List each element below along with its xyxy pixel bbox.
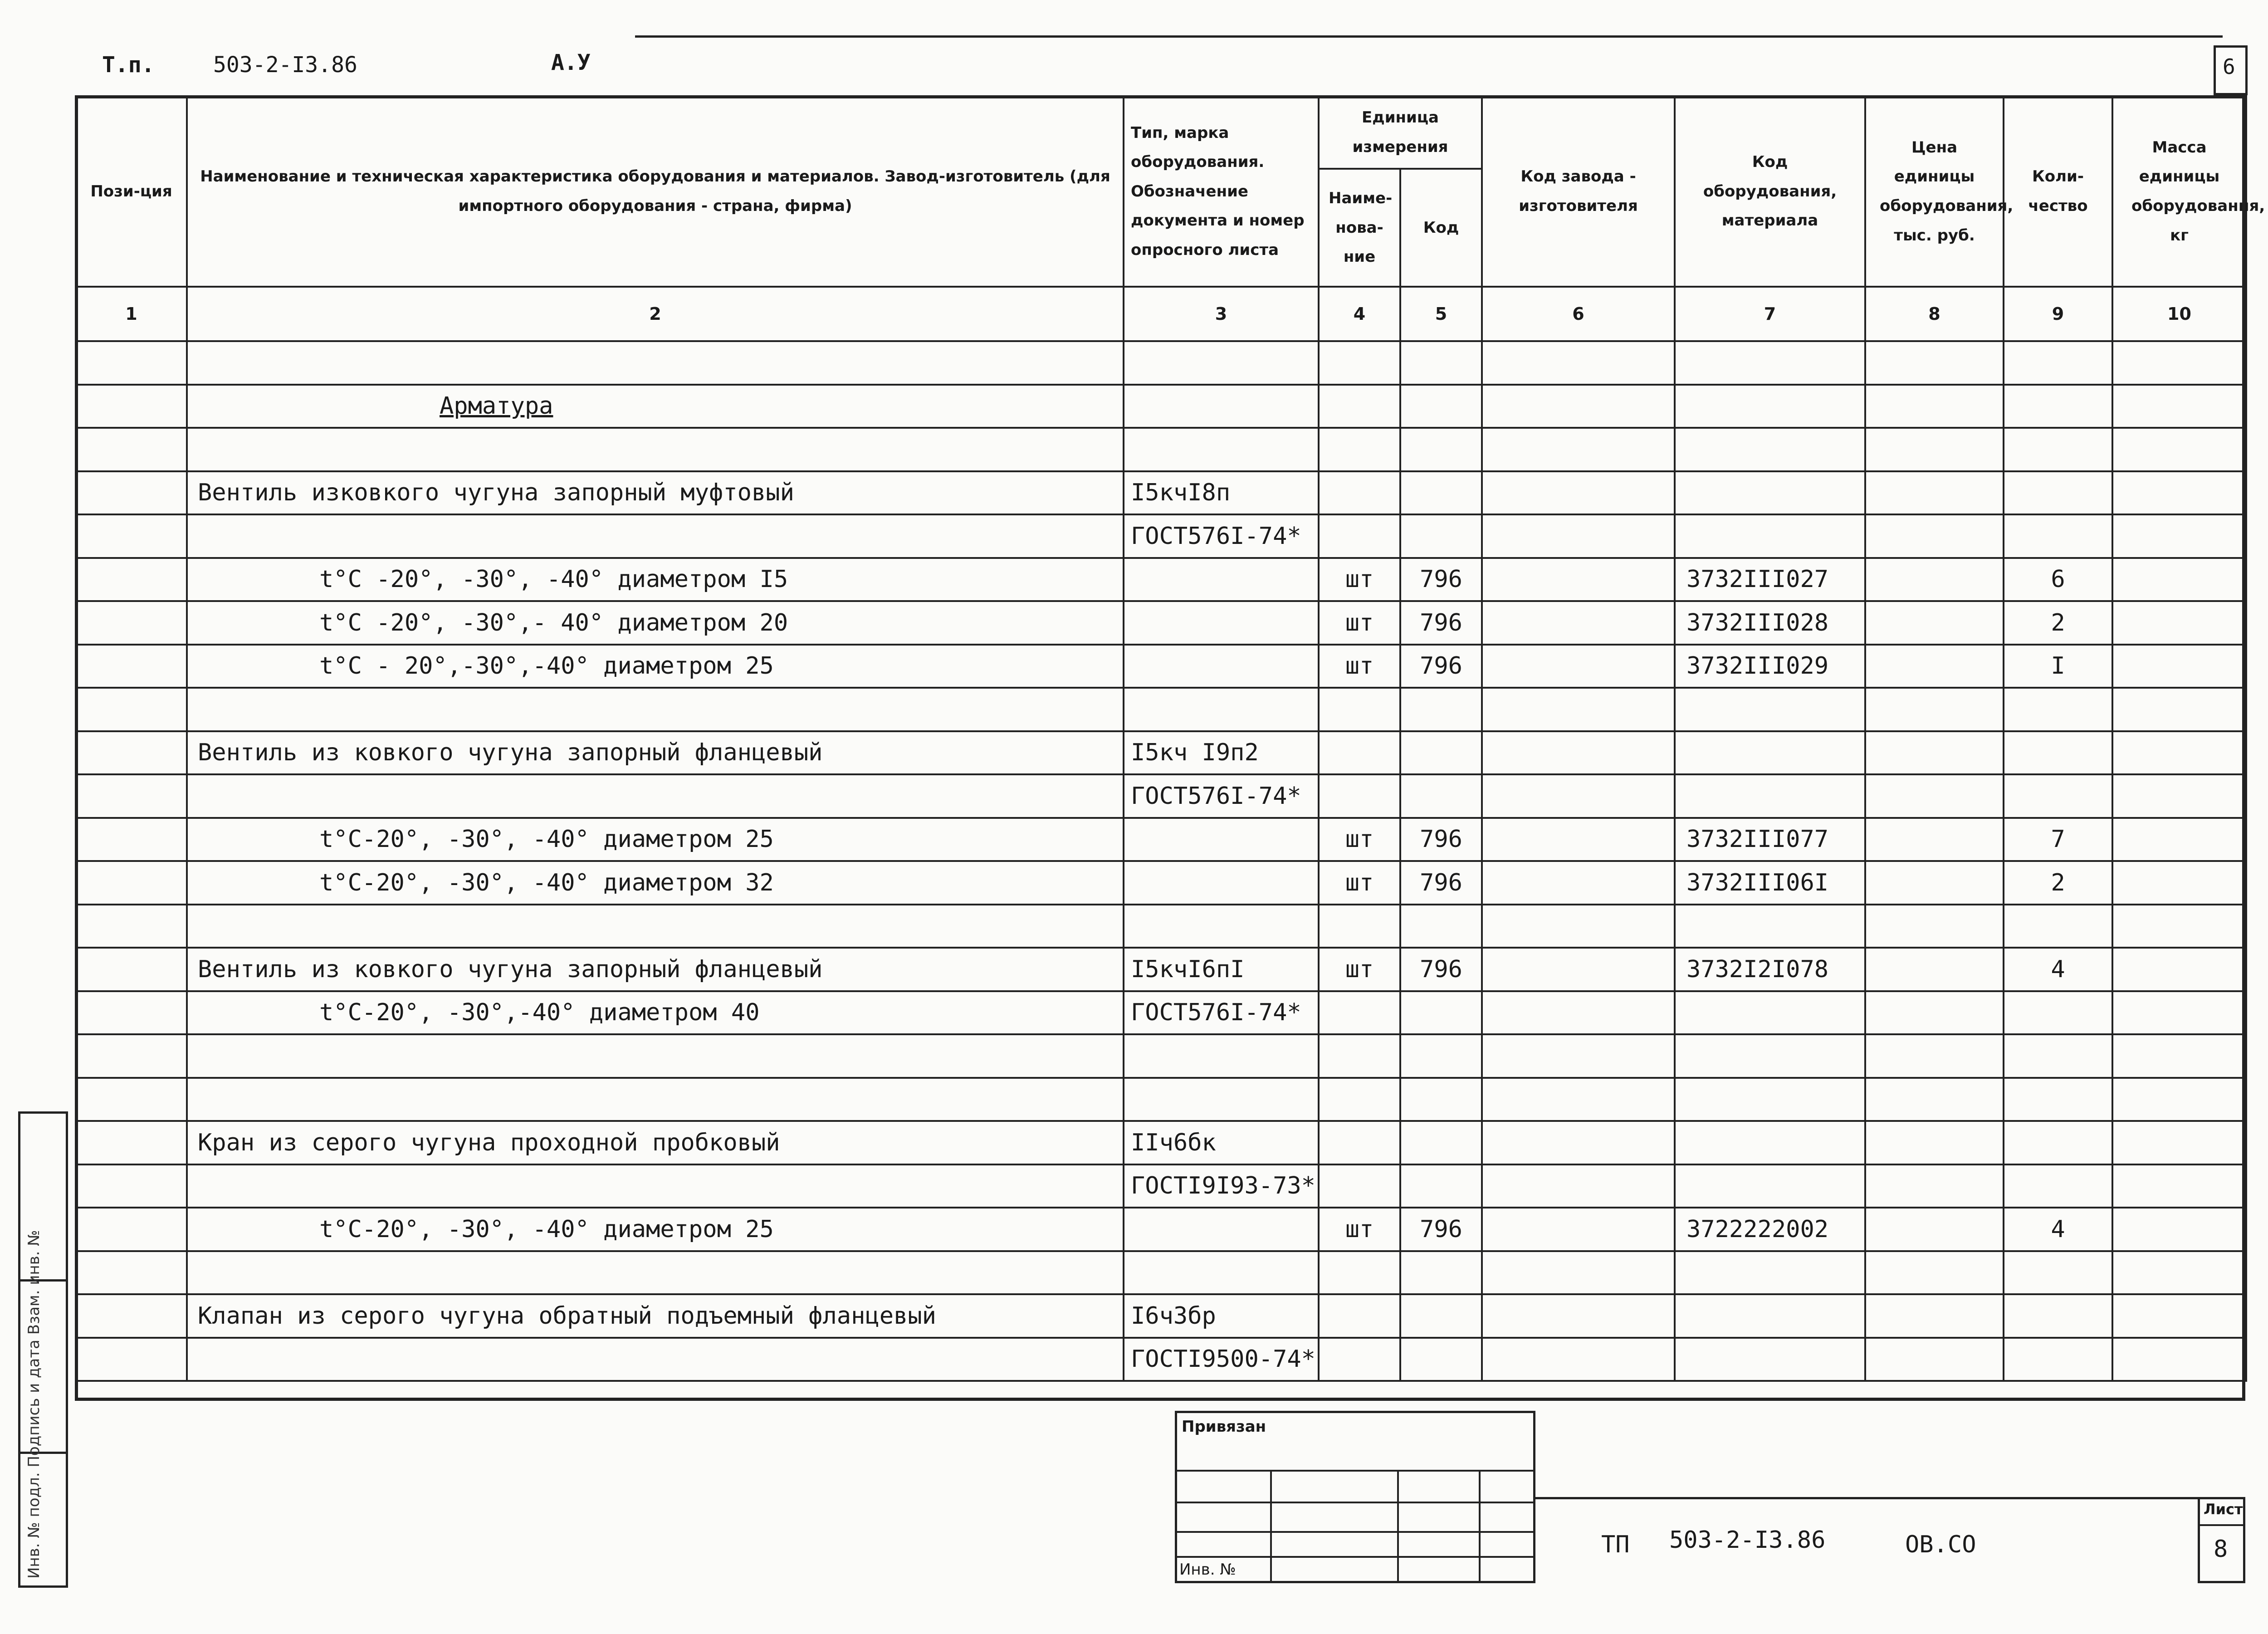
name-cell: t°C-20°, -30°, -40° диаметром 25	[187, 1208, 1124, 1251]
equipment-code-cell: 3732III029	[1675, 645, 1865, 688]
col-head-position: Пози-ция	[76, 96, 187, 287]
page-number: 6	[2223, 54, 2235, 79]
quantity-cell: 4	[2004, 1208, 2112, 1251]
name-cell: t°C -20°, -30°, -40° диаметром I5	[187, 558, 1124, 602]
sheet-number: 8	[2214, 1536, 2228, 1563]
unit-name-cell: шт	[1319, 818, 1400, 861]
name-cell: t°C - 20°,-30°,-40° диаметром 25	[187, 645, 1124, 688]
name-cell: t°C-20°, -30°, -40° диаметром 32	[187, 861, 1124, 905]
unit-code-cell: 796	[1400, 601, 1482, 645]
unit-name-cell: шт	[1319, 1208, 1400, 1251]
type-cell: I5кч I9п2	[1124, 731, 1319, 775]
col-num: 3	[1124, 287, 1319, 341]
unit-name-cell: шт	[1319, 601, 1400, 645]
doc-prefix: ТП	[1601, 1531, 1630, 1558]
unit-name-cell: шт	[1319, 645, 1400, 688]
type-cell: ГОСТI9I93-73*	[1124, 1164, 1319, 1208]
equipment-code-cell: 3732III077	[1675, 818, 1865, 861]
stamp-vline	[1479, 1470, 1481, 1583]
col-num: 6	[1482, 287, 1675, 341]
unit-code-cell: 796	[1400, 948, 1482, 991]
col-head-unit-name: Наиме-нова-ние	[1319, 169, 1400, 287]
col-num: 8	[1865, 287, 2004, 341]
quantity-cell: 2	[2004, 861, 2112, 905]
doc-code: 503-2-I3.86	[1669, 1526, 1826, 1554]
title-block-rule	[1535, 1497, 2245, 1499]
quantity-cell: 6	[2004, 558, 2112, 602]
type-cell: I5кчI8п	[1124, 471, 1319, 515]
name-cell: Арматура	[187, 385, 1124, 428]
unit-code-cell: 796	[1400, 645, 1482, 688]
album-code: А.У	[551, 50, 591, 75]
col-head-type: Тип, марка оборудования. Обозначение документа и номер опросного листа	[1124, 96, 1319, 287]
bound-label: Привязан	[1182, 1418, 1266, 1436]
quantity-cell: I	[2004, 645, 2112, 688]
type-cell: IIч6бк	[1124, 1121, 1319, 1164]
sheet-frame	[75, 95, 2245, 1401]
type-cell: I5кчI6пI	[1124, 948, 1319, 991]
name-cell: Вентиль из ковкого чугуна запорный фланцевый	[187, 731, 1124, 775]
name-cell: t°C -20°, -30°,- 40° диаметром 20	[187, 601, 1124, 645]
quantity-cell: 4	[2004, 948, 2112, 991]
type-cell: I6ч3бр	[1124, 1294, 1319, 1338]
type-cell: ГОСТ576I-74*	[1124, 991, 1319, 1035]
col-head-name: Наименование и техническая характеристика оборудования и материалов. Завод-изготовитель (для импортного оборудования - страна, фирма)	[187, 96, 1124, 287]
name-cell: Вентиль изковкого чугуна запорный муфтовый	[187, 471, 1124, 515]
col-num: 7	[1675, 287, 1865, 341]
type-cell: ГОСТ576I-74*	[1124, 514, 1319, 558]
unit-name-cell: шт	[1319, 861, 1400, 905]
binding-strip-label: Инв. № подл. Подпись и дата Взам. инв. №	[25, 1230, 43, 1579]
col-num: 2	[187, 287, 1124, 341]
name-cell: Клапан из серого чугуна обратный подъемный фланцевый	[187, 1294, 1124, 1338]
stamp-line	[1175, 1470, 1535, 1472]
col-num: 1	[76, 287, 187, 341]
equipment-code-cell: 3722222002	[1675, 1208, 1865, 1251]
tp-label: Т.п.	[102, 52, 155, 78]
unit-code-cell: 796	[1400, 1208, 1482, 1251]
sheet-box-divider	[2198, 1524, 2245, 1526]
equipment-code-cell: 3732III06I	[1675, 861, 1865, 905]
stamp-line	[1175, 1556, 1535, 1558]
equipment-code-cell: 3732III028	[1675, 601, 1865, 645]
col-num: 4	[1319, 287, 1400, 341]
stamp-line	[1175, 1531, 1535, 1533]
stamp-vline	[1270, 1470, 1272, 1583]
col-head-price: Цена единицы оборудования, тыс. руб.	[1865, 96, 2004, 287]
unit-name-cell: шт	[1319, 558, 1400, 602]
inv-number-label: Инв. №	[1179, 1561, 1236, 1579]
name-cell: t°C-20°, -30°,-40° диаметром 40	[187, 991, 1124, 1035]
unit-name-cell: шт	[1319, 948, 1400, 991]
col-num: 5	[1400, 287, 1482, 341]
quantity-cell: 7	[2004, 818, 2112, 861]
sheet-label: Лист	[2204, 1501, 2243, 1518]
project-code: 503-2-I3.86	[213, 52, 357, 78]
name-cell: Кран из серого чугуна проходной пробковый	[187, 1121, 1124, 1164]
col-num: 10	[2112, 287, 2246, 341]
top-rule	[635, 35, 2223, 38]
col-num: 9	[2004, 287, 2112, 341]
col-head-unit-code: Код	[1400, 169, 1482, 287]
col-head-plant-code: Код завода - изготовителя	[1482, 96, 1675, 287]
doc-mark: ОВ.СО	[1905, 1531, 1976, 1558]
stamp-line	[1175, 1502, 1535, 1503]
col-head-equipment-code: Код оборудования, материала	[1675, 96, 1865, 287]
name-cell: Вентиль из ковкого чугуна запорный фланцевый	[187, 948, 1124, 991]
col-head-mass: Масса единицы оборудования, кг	[2112, 96, 2246, 287]
col-head-quantity: Коли-чество	[2004, 96, 2112, 287]
stamp-vline	[1397, 1470, 1399, 1583]
equipment-code-cell: 3732III027	[1675, 558, 1865, 602]
unit-code-cell: 796	[1400, 861, 1482, 905]
type-cell: ГОСТ576I-74*	[1124, 774, 1319, 818]
unit-code-cell: 796	[1400, 818, 1482, 861]
unit-code-cell: 796	[1400, 558, 1482, 602]
name-cell: t°C-20°, -30°, -40° диаметром 25	[187, 818, 1124, 861]
col-head-unit-group: Единица измерения	[1319, 96, 1482, 169]
quantity-cell: 2	[2004, 601, 2112, 645]
type-cell: ГОСТI9500-74*	[1124, 1338, 1319, 1381]
equipment-code-cell: 3732I2I078	[1675, 948, 1865, 991]
